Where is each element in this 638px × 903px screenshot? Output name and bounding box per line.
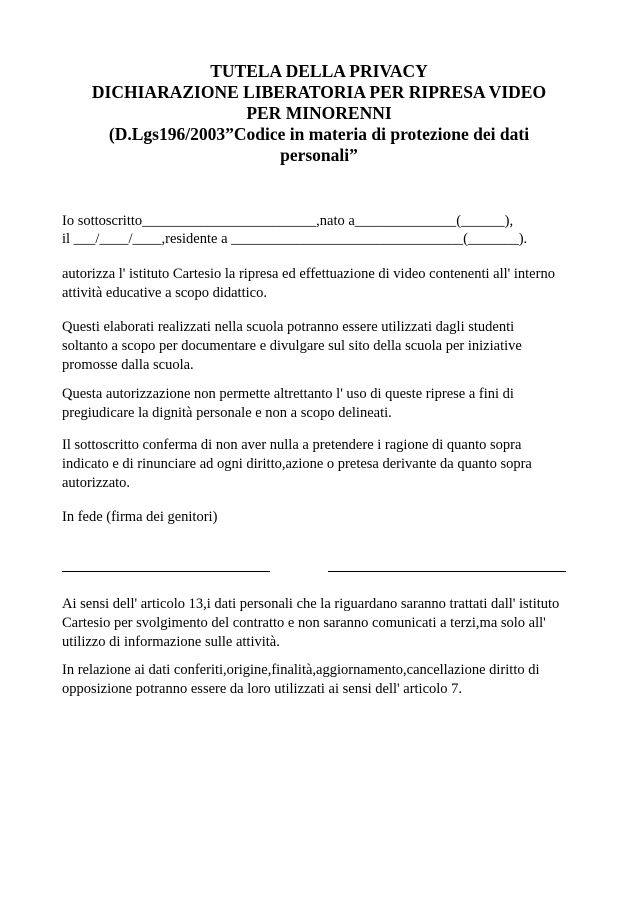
authorization-paragraph <box>62 265 592 303</box>
paragraph-line: soltanto a scopo per documentare e divulgare sul sito della scuola per iniziative <box>62 338 522 354</box>
document-title <box>40 61 598 166</box>
paragraph-line: attività educative a scopo didattico. <box>62 285 267 301</box>
title-line: (D.Lgs196/2003”Codice in materia di protezione dei dati <box>108 124 530 144</box>
paragraph-line: promosse dalla scuola. <box>62 357 194 373</box>
title-line: TUTELA DELLA PRIVACY <box>210 61 428 81</box>
paragraph-line: Questa autorizzazione non permette altrettanto l' uso di queste riprese a fini di <box>62 386 514 402</box>
declarant-name-field-line: Io sottoscritto________________________,nato a______________(______), <box>62 213 514 229</box>
paragraph-line: opposizione potranno essere da loro utilizzati ai sensi dell' articolo 7. <box>62 681 463 697</box>
waiver-paragraph <box>62 436 592 493</box>
title-line: personali” <box>280 145 358 165</box>
paragraph-line: utilizzo di informazione sulle attività. <box>62 634 280 650</box>
privacy-art13-paragraph <box>62 595 592 652</box>
privacy-art7-paragraph <box>62 661 592 699</box>
title-line: PER MINORENNI <box>246 103 392 123</box>
paragraph-line: autorizzato. <box>62 475 131 491</box>
paragraph-line: pregiudicare la dignità personale e non a scopo delineati. <box>62 405 392 421</box>
paragraph-line: In relazione ai dati conferiti,origine,finalità,aggiornamento,cancellazione diritto di <box>62 662 540 678</box>
paragraph-line: Cartesio per svolgimento del contratto e non saranno comunicati a terzi,ma solo all' <box>62 615 546 631</box>
paragraph-line: autorizza l' istituto Cartesio la ripresa ed effettuazione di video contenenti all' interno <box>62 266 555 282</box>
paragraph-line: Questi elaborati realizzati nella scuola potranno essere utilizzati dagli studenti <box>62 319 515 335</box>
declarant-residence-field-line: il ___/____/____,residente a ________________________________(_______). <box>62 231 528 247</box>
signature-line-right <box>328 571 566 572</box>
signature-line-left <box>62 571 270 572</box>
limits-paragraph <box>62 385 592 423</box>
title-line: DICHIARAZIONE LIBERATORIA PER RIPRESA VIDEO <box>91 82 547 102</box>
signature-label: In fede (firma dei genitori) <box>62 509 218 525</box>
paragraph-line: Il sottoscritto conferma di non aver nulla a pretendere i ragione di quanto sopra <box>62 437 522 453</box>
usage-paragraph <box>62 318 592 375</box>
paragraph-line: Ai sensi dell' articolo 13,i dati personali che la riguardano saranno trattati dall' istituto <box>62 596 560 612</box>
paragraph-line: indicato e di rinunciare ad ogni diritto,azione o pretesa derivante da quanto sopra <box>62 456 532 472</box>
